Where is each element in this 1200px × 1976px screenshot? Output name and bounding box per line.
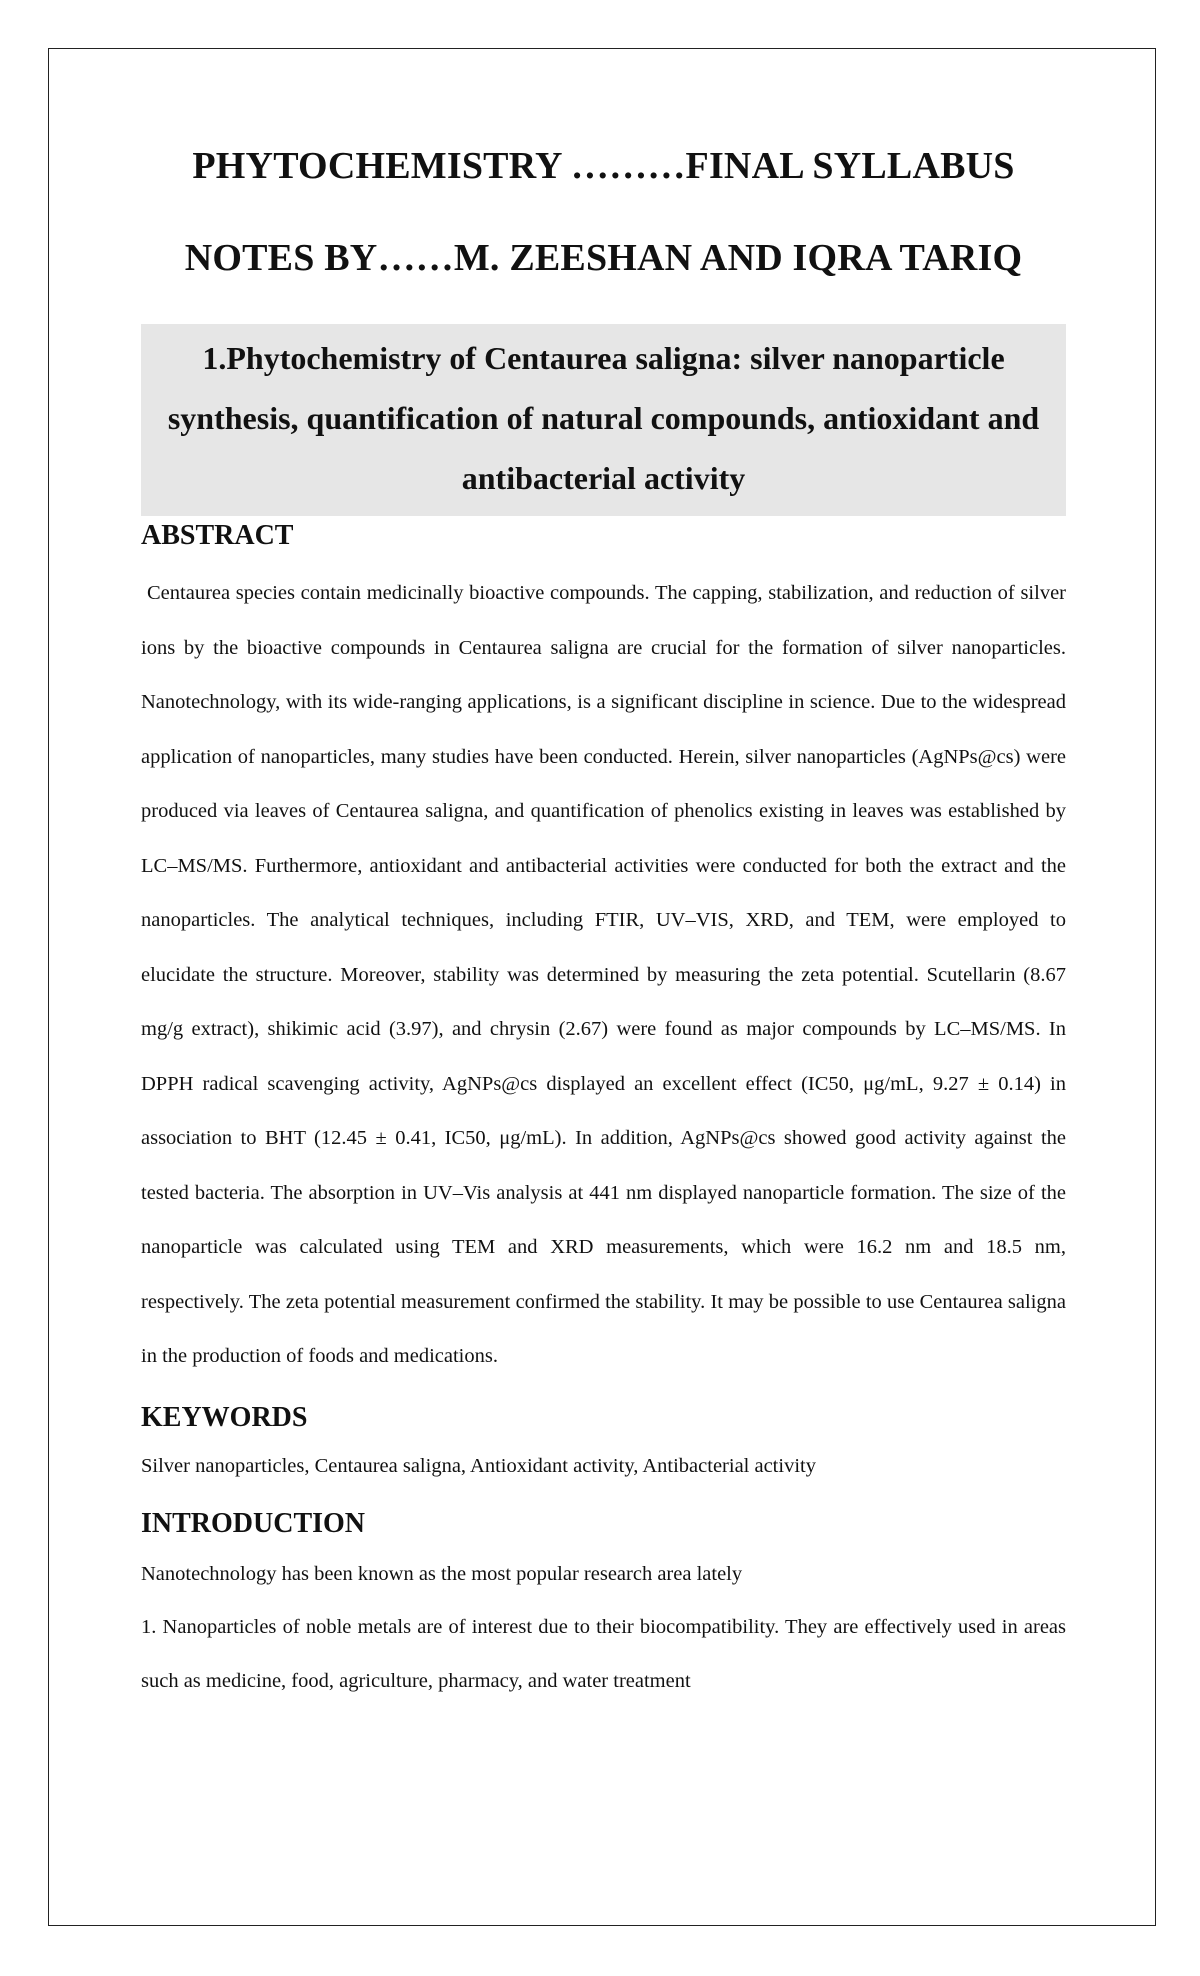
keywords-heading: KEYWORDS <box>141 1401 308 1433</box>
section-title: 1.Phytochemistry of Centaurea saligna: silver nanoparticle synthesis, quantification of natural compounds, antioxidant and antibacterial activity <box>167 340 1040 496</box>
document-content <box>141 130 1066 1709</box>
introduction-paragraph-1: Nanotechnology has been known as the most popular research area lately <box>141 1562 743 1585</box>
section-title-box <box>141 324 1066 516</box>
document-title: PHYTOCHEMISTRY ………FINAL SYLLABUS <box>192 145 1015 187</box>
document-subtitle-authors: NOTES BY……M. ZEESHAN AND IQRA TARIQ <box>184 237 1023 279</box>
introduction-heading: INTRODUCTION <box>141 1507 366 1539</box>
abstract-heading: ABSTRACT <box>141 520 294 551</box>
introduction-paragraph-2: 1. Nanoparticles of noble metals are of interest due to their biocompatibility. They are effectively used in areas such as medicine, food, agriculture, pharmacy, and water treatment <box>141 1615 1066 1692</box>
abstract-paragraph: Centaurea species contain medicinally bioactive compounds. The capping, stabilization, and reduction of silver ions by the bioactive compounds in Centaurea saligna are crucial for the formation of silver nanoparticles. Nanotechnology, with its wide-ranging applications, is a significant discipline in science. Due to the widespread application of nanoparticles, many studies have been conducted. Herein, silver nanoparticles (AgNPs@cs) were produced via leaves of Centaurea saligna, and quantification of phenolics existing in leaves was established by LC–MS/MS. Furthermore, antioxidant and antibacterial activities were conducted for both the extract and the nanoparticles. The analytical techniques, including FTIR, UV–VIS, XRD, and TEM, were employed to elucidate the structure. Moreover, stability was determined by measuring the zeta potential. Scutellarin (8.67 mg/g extract), shikimic acid (3.97), and chrysin (2.67) were found as major compounds by LC–MS/MS. In DPPH radical scavenging activity, AgNPs@cs displayed an excellent effect (IC50, μg/mL, 9.27 ± 0.14) in association to BHT (12.45 ± 0.41, IC50, μg/mL). In addition, AgNPs@cs showed good activity against the tested bacteria. The absorption in UV–Vis analysis at 441 nm displayed nanoparticle formation. The size of the nanoparticle was calculated using TEM and XRD measurements, which were 16.2 nm and 18.5 nm, respectively. The zeta potential measurement confirmed the stability. It may be possible to use Centaurea saligna in the production of foods and medications. <box>141 582 1066 1367</box>
keywords-paragraph: Silver nanoparticles, Centaurea saligna, Antioxidant activity, Antibacterial activity <box>141 1454 816 1477</box>
